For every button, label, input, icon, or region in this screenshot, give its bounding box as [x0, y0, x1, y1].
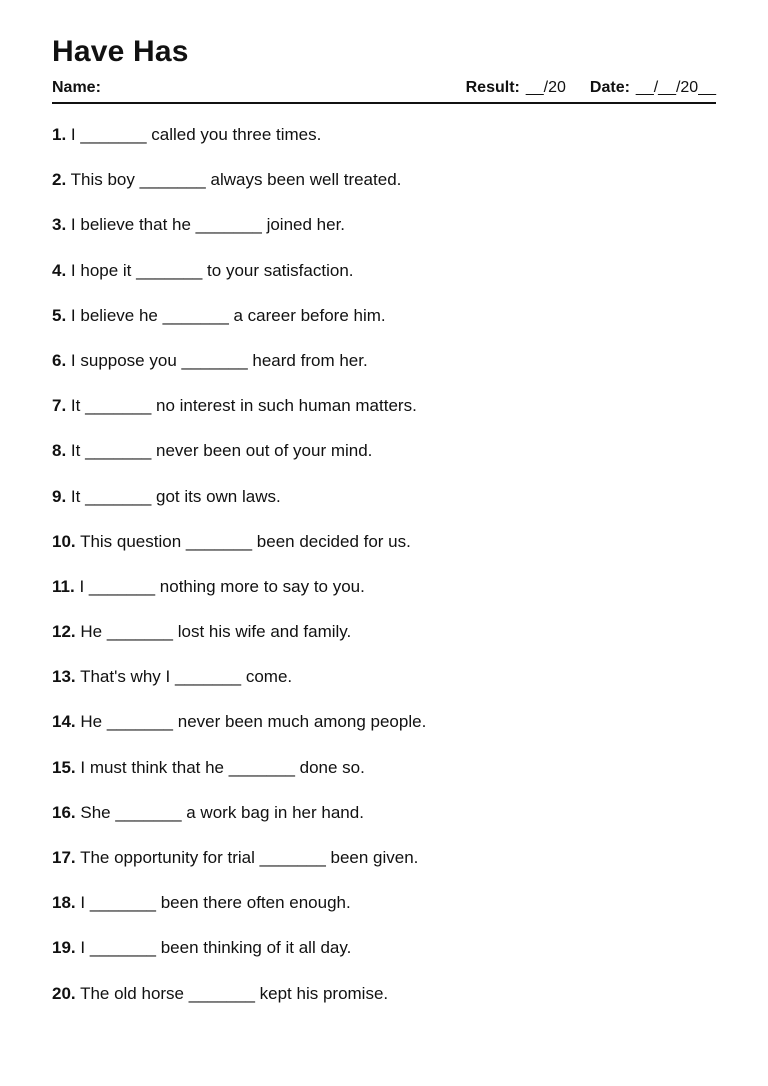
question-item: [52, 530, 716, 575]
result-label: Result:: [465, 79, 520, 96]
question-item: [52, 575, 716, 620]
question-item: [52, 485, 716, 530]
question-number: 1.: [52, 125, 67, 144]
date-field: [590, 78, 716, 98]
question-text: The opportunity for trial _______ been given.: [80, 848, 419, 867]
name-label: Name:: [52, 79, 101, 96]
question-text: I must think that he _______ done so.: [80, 757, 365, 777]
question-number: 13.: [52, 667, 76, 687]
question-number: 2.: [52, 170, 67, 190]
question-item: [52, 710, 716, 755]
question-text: This boy _______ always been well treated.: [70, 170, 402, 190]
date-label: Date:: [589, 79, 630, 96]
question-number: 4.: [52, 260, 67, 280]
question-text: That's why I _______ come.: [80, 667, 293, 687]
question-number: 6.: [52, 350, 67, 370]
worksheet-page: [52, 34, 716, 1027]
question-item: [52, 936, 716, 981]
question-item: [52, 259, 716, 304]
question-item: [52, 756, 716, 801]
question-text: I _______ been there often enough.: [80, 893, 351, 913]
worksheet-title: Have Has: [52, 35, 189, 68]
question-text: It _______ got its own laws.: [70, 486, 281, 506]
question-number: 18.: [52, 893, 76, 913]
question-item: [52, 665, 716, 710]
question-number: 10.: [52, 531, 76, 551]
question-item: [52, 801, 716, 846]
question-text: She _______ a work bag in her hand.: [80, 802, 364, 822]
question-text: I suppose you _______ heard from her.: [70, 350, 368, 370]
date-value: __/__/20__: [635, 79, 716, 96]
question-number: 16.: [52, 802, 76, 822]
question-text: It _______ never been out of your mind.: [70, 441, 373, 461]
question-number: 11.: [52, 576, 75, 596]
question-item: [52, 394, 716, 439]
question-number: 8.: [52, 441, 67, 461]
question-number: 20.: [52, 983, 76, 1003]
question-text: He _______ never been much among people.: [80, 712, 427, 732]
result-value: __/20: [525, 79, 566, 96]
question-item: [52, 891, 716, 936]
question-number: 12.: [52, 622, 76, 642]
question-text: I hope it _______ to your satisfaction.: [70, 260, 354, 280]
question-text: The old horse _______ kept his promise.: [80, 983, 389, 1003]
question-number: 7.: [52, 396, 67, 416]
question-number: 15.: [52, 757, 76, 777]
question-item: [52, 123, 716, 168]
question-text: I believe he _______ a career before him.: [70, 305, 386, 325]
question-item: [52, 439, 716, 484]
question-text: This question _______ been decided for us.: [80, 531, 411, 551]
question-item: [52, 620, 716, 665]
question-item: [52, 168, 716, 213]
question-item: [52, 846, 716, 891]
question-number: 3.: [52, 215, 67, 235]
question-item: [52, 349, 716, 394]
question-number: 14.: [52, 712, 76, 732]
result-date-group: [466, 78, 716, 98]
question-text: I believe that he _______ joined her.: [70, 215, 346, 235]
question-text: I _______ been thinking of it all day.: [80, 938, 352, 958]
question-text: He _______ lost his wife and family.: [80, 622, 352, 642]
result-field: [466, 78, 566, 98]
question-item: [52, 982, 716, 1027]
question-text: It _______ no interest in such human matters.: [70, 396, 417, 416]
question-item: [52, 213, 716, 258]
worksheet-header-row: [52, 78, 716, 104]
question-item: [52, 304, 716, 349]
question-text: I _______ called you three times.: [70, 125, 322, 144]
question-number: 17.: [52, 848, 76, 867]
question-number: 9.: [52, 486, 67, 506]
question-number: 19.: [52, 938, 76, 958]
question-number: 5.: [52, 305, 67, 325]
question-list: [52, 123, 716, 1027]
question-text: I _______ nothing more to say to you.: [79, 576, 365, 596]
